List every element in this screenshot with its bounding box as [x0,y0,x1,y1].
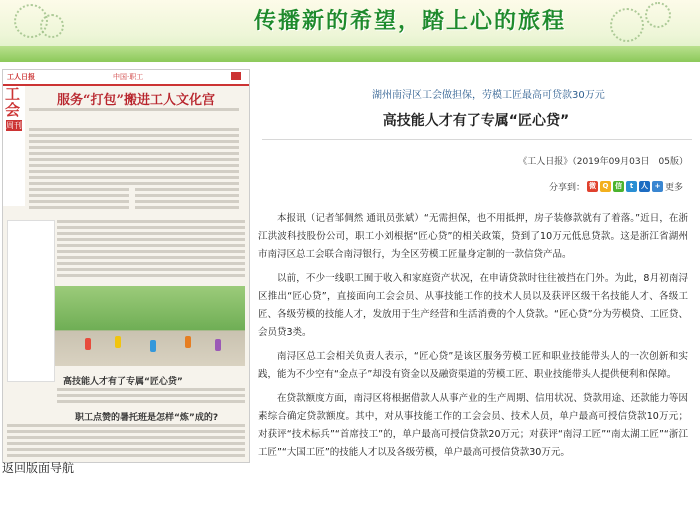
wechat-icon[interactable]: 信 [615,182,623,190]
dandelion-decoration-icon [645,2,671,28]
paper-side-column [3,86,25,206]
dandelion-decoration-icon [610,8,644,42]
qzone-icon[interactable]: Q [600,181,611,192]
article-paragraph: 南浔区总工会相关负责人表示，“匠心贷”是该区服务劳模工匠和职业技能带头人的一次创新和实践，能为不少空有“金点子”却没有资金以及融资渠道的劳模工匠、职业技能带头人提供便利和保障。 [258,351,688,380]
banner-slogan: 传播新的希望，踏上心的旅程 [254,8,567,34]
tencent-weibo-icon[interactable]: t [626,181,637,192]
back-to-page-nav-link[interactable]: 返回版面导航 [2,461,75,475]
more-icon[interactable]: + [652,181,663,192]
article-body [258,210,688,468]
top-banner [0,0,700,62]
paper-page-number: 5 [231,72,241,80]
article-paragraph: 在贷款额度方面，南浔区将根据借款人从事产业的生产周期、信用状况、贷款用途、还款能力等因素综合确定贷款额度。其中，对从事技能工作的工会会员、技术人员，单户最高可授信贷款10万元；对获评“技术标兵”“首席技工”的，单户最高可授信贷款20万元；对获评“南浔工匠”“南太湖工匠”“浙江工匠”“大国工匠”的技能人才以及各级劳模，单户最高可授信贷款30万元。 [258,393,688,458]
dandelion-decoration-icon [40,14,64,38]
paper-side-title: 工会 [5,85,21,119]
paper-sidebar-box [7,220,55,382]
share-label: 分享到： [549,183,586,193]
title-divider [262,139,692,140]
sina-weibo-icon[interactable]: 微 [589,182,597,190]
share-more-link[interactable]: 更多 [665,183,684,193]
article-title: 高技能人才有了专属“匠心贷” [382,113,570,129]
banner-hills [0,46,700,62]
article-paragraph: 本报讯（记者邹倜然 通讯员张斌）“无需担保，也不用抵押，房子装修款就有了着落。”近日，在浙江洪波科技股份公司，职工小刘根据“匠心贷”的相关政策，贷到了10万元低息贷款。这是浙江省湖州市南浔区总工会联合南浔银行，为全区劳模工匠量身定制的一款信贷产品。 [258,213,688,260]
article-paragraph: 以前，不少一线职工囿于收入和家庭资产状况，在申请贷款时往往被挡在门外。为此，8月初南浔区推出“匠心贷”，直接面向工会会员、从事技能工作的技术人员以及获评区级干名技能人才、各级工匠、各级劳模的技能人才，发放用于生产经营和生活消费的个人贷款。“匠心贷”分为劳模贷、工匠贷、会员贷3类。 [258,273,688,338]
article-subhead: 湖州南浔区工会做担保，劳模工匠最高可贷款30万元 [372,90,605,101]
paper-headline-2: 高技能人才有了专属“匠心贷” [63,377,183,387]
paper-masthead: 工人日报 [7,73,35,81]
newspaper-page-thumbnail[interactable] [2,69,250,463]
article-source: 《工人日报》（2019年09月03日 05版） [518,157,688,167]
paper-photo [55,286,245,366]
renren-icon[interactable]: 人 [641,182,649,190]
share-bar [549,180,683,193]
paper-section: 中国·职工 [113,73,144,81]
paper-header [3,70,249,86]
paper-headline-1: 服务“打包”搬进工人文化宫 [57,93,215,108]
paper-headline-3: 职工点赞的暑托班是怎样“炼”成的? [75,413,219,423]
paper-side-badge: 周刊 [6,121,22,130]
